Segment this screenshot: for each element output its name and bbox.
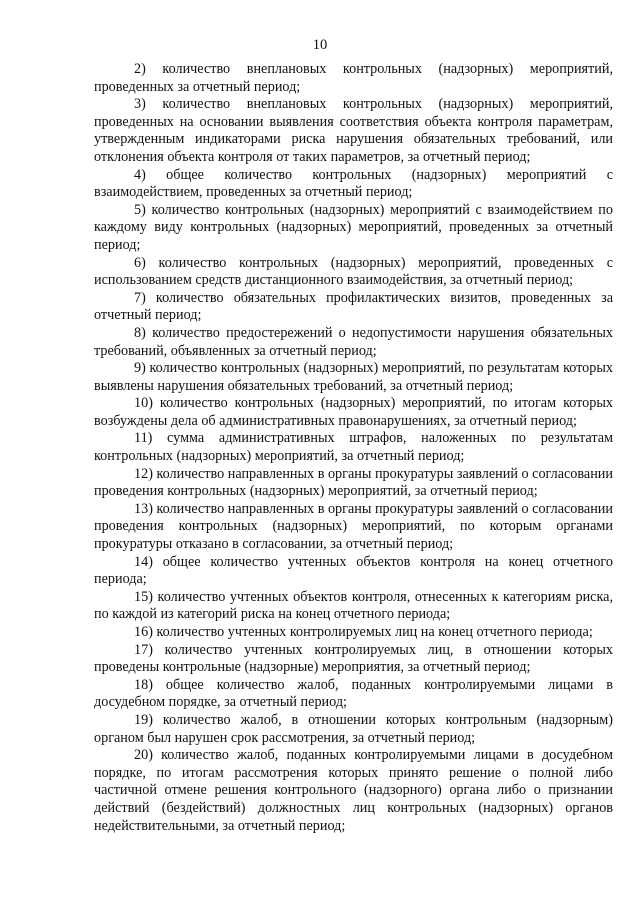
- list-item: 15) количество учтенных объектов контроля, отнесенных к категориям риска, по каждой из категорий риска на конец отчетного периода;: [94, 588, 613, 623]
- list-item: 14) общее количество учтенных объектов контроля на конец отчетного периода;: [94, 553, 613, 588]
- list-item: 16) количество учтенных контролируемых лиц на конец отчетного периода;: [134, 624, 593, 640]
- list-item: 12) количество направленных в органы прокуратуры заявлений о согласовании проведения контрольных (надзорных) мероприятий, за отчетный период;: [94, 465, 613, 500]
- document-body: [94, 61, 613, 835]
- list-item: 4) общее количество контрольных (надзорных) мероприятий с взаимодействием, проведенных за отчетный период;: [94, 166, 613, 201]
- list-item: 8) количество предостережений о недопустимости нарушения обязательных требований, объявленных за отчетный период;: [94, 324, 613, 359]
- list-item: 10) количество контрольных (надзорных) мероприятий, по итогам которых возбуждены дела об административных правонарушениях, за отчетный период;: [94, 395, 613, 429]
- list-item: 11) сумма административных штрафов, наложенных по результатам контрольных (надзорных) мероприятий, за отчетный период;: [94, 430, 613, 465]
- list-item: 6) количество контрольных (надзорных) мероприятий, проведенных с использованием средств дистанционного взаимодействия, за отчетный период;: [94, 254, 613, 289]
- list-item: 19) количество жалоб, в отношении которых контрольным (надзорным) органом был нарушен срок рассмотрения, за отчетный период;: [94, 711, 613, 746]
- list-item: 20) количество жалоб, поданных контролируемыми лицами в досудебном порядке, по итогам рассмотрения которых принято решение о полной либо частичной отмене решения контрольного (надзорного) органа либо о признании действий (бездействий) должностных лиц контрольных (надзорных) органов недействительными, за отчетный период;: [94, 747, 613, 834]
- list-item: 2) количество внеплановых контрольных (надзорных) мероприятий, проведенных за отчетный период;: [94, 61, 613, 95]
- list-item: 13) количество направленных в органы прокуратуры заявлений о согласовании проведения контрольных (надзорных) мероприятий, по которым органами прокуратуры отказано в согласовании, за отчетный период;: [94, 500, 613, 553]
- list-item: 5) количество контрольных (надзорных) мероприятий с взаимодействием по каждому виду контрольных (надзорных) мероприятий, проведенных за отчетный период;: [94, 201, 613, 253]
- list-item: 17) количество учтенных контролируемых лиц, в отношении которых проведены контрольные (надзорные) мероприятия, за отчетный период;: [94, 641, 613, 676]
- list-item: 7) количество обязательных профилактических визитов, проведенных за отчетный период;: [94, 289, 613, 324]
- list-item: 9) количество контрольных (надзорных) мероприятий, по результатам которых выявлены нарушения обязательных требований, за отчетный период;: [94, 360, 613, 394]
- page-number: 10: [312, 37, 328, 53]
- list-item: 3) количество внеплановых контрольных (надзорных) мероприятий, проведенных на основании выявления соответствия объекта контроля параметрам, утвержденным индикаторами риска нарушения обязательных требований, или отклонения объекта контроля от таких параметров, за отчетный период;: [94, 96, 613, 165]
- list-item: 18) общее количество жалоб, поданных контролируемыми лицами в досудебном порядке, за отчетный период;: [94, 676, 613, 711]
